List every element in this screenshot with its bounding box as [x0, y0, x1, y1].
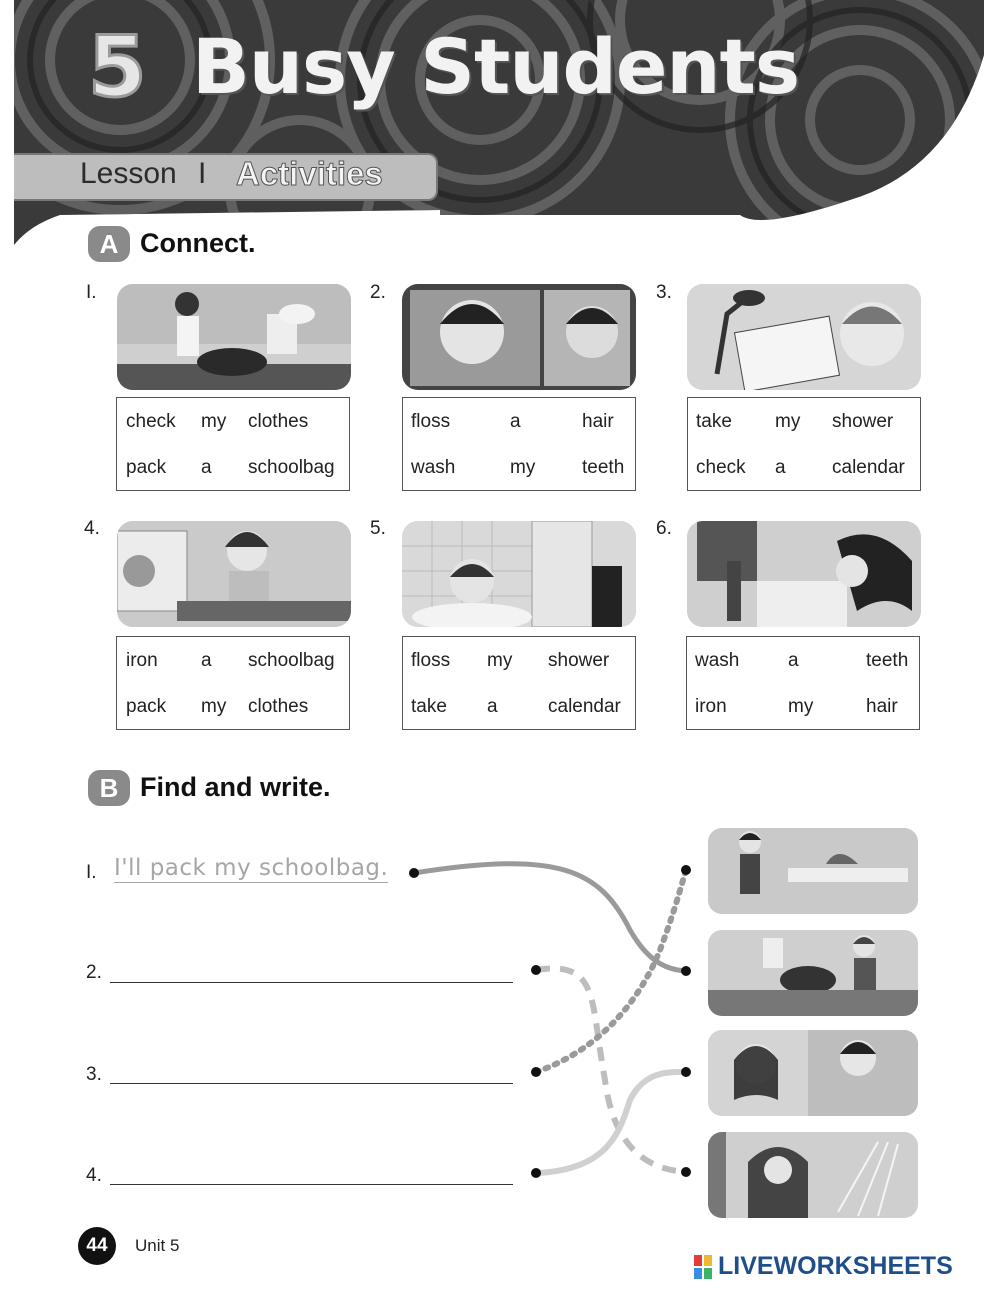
liveworksheets-logo-icon	[694, 1255, 712, 1279]
word[interactable]: a	[487, 696, 498, 717]
a-item-number: 2.	[370, 282, 386, 303]
a-item-number: I.	[86, 282, 97, 303]
unit-footer-label: Unit 5	[135, 1236, 180, 1255]
word[interactable]: clothes	[248, 411, 309, 432]
b-item-number: 3.	[86, 1064, 102, 1085]
word[interactable]: floss	[411, 411, 451, 432]
b-item-number: 4.	[86, 1165, 102, 1186]
boy-packing-bag-picture	[708, 930, 918, 1016]
answer-line	[110, 982, 513, 983]
page-number: 44	[78, 1227, 116, 1265]
word[interactable]: hair	[866, 696, 898, 717]
girls-brushing-teeth-picture	[708, 1030, 918, 1116]
word[interactable]: my	[201, 696, 227, 717]
word[interactable]: wash	[695, 650, 740, 671]
liveworksheets-brand[interactable]: LIVEWORKSHEETS	[718, 1252, 953, 1280]
section-b-badge: B	[88, 770, 130, 806]
word[interactable]: a	[775, 457, 786, 478]
word[interactable]: check	[696, 457, 746, 478]
example-sentence: I'll pack my schoolbag.	[114, 855, 389, 881]
word[interactable]: clothes	[248, 696, 309, 717]
answer-line	[110, 1083, 513, 1084]
word[interactable]: pack	[126, 696, 167, 717]
boy-ironing-picture	[708, 828, 918, 914]
answer-line	[110, 1184, 513, 1185]
a-item-number: 6.	[656, 518, 672, 539]
word[interactable]: my	[201, 411, 227, 432]
word[interactable]: check	[126, 411, 176, 432]
word[interactable]: a	[510, 411, 521, 432]
section-b-title: Find and write.	[140, 772, 331, 802]
lesson-name: Activities	[236, 155, 383, 192]
word[interactable]: my	[775, 411, 801, 432]
word[interactable]: my	[788, 696, 814, 717]
word[interactable]: a	[201, 457, 212, 478]
word[interactable]: schoolbag	[248, 457, 335, 478]
word[interactable]: take	[411, 696, 447, 717]
word[interactable]: pack	[126, 457, 167, 478]
word[interactable]: wash	[411, 457, 456, 478]
answer-field-4[interactable]	[110, 1158, 514, 1186]
lesson-label: Lesson	[80, 157, 177, 190]
word[interactable]: floss	[411, 650, 451, 671]
girl-taking-shower-picture	[708, 1132, 918, 1218]
word[interactable]: teeth	[866, 650, 909, 671]
a-item-number: 3.	[656, 282, 672, 303]
word[interactable]: hair	[582, 411, 614, 432]
section-a-title: Connect.	[140, 228, 256, 258]
word[interactable]: schoolbag	[248, 650, 335, 671]
word[interactable]: my	[510, 457, 536, 478]
lesson-number: I	[198, 157, 207, 190]
word[interactable]: calendar	[832, 457, 905, 478]
b-item-number: 2.	[86, 962, 102, 983]
word[interactable]: a	[201, 650, 212, 671]
word[interactable]: iron	[126, 650, 158, 671]
answer-field-2[interactable]	[110, 955, 514, 983]
section-a-badge: A	[88, 226, 130, 262]
word[interactable]: shower	[832, 411, 894, 432]
word[interactable]: iron	[695, 696, 727, 717]
word[interactable]: a	[788, 650, 799, 671]
unit-title: Busy Students	[192, 22, 800, 111]
word[interactable]: teeth	[582, 457, 625, 478]
answer-field-3[interactable]	[110, 1057, 514, 1085]
word[interactable]: take	[696, 411, 732, 432]
word[interactable]: shower	[548, 650, 610, 671]
word[interactable]: my	[487, 650, 513, 671]
unit-number: 5	[88, 18, 145, 116]
b-item-number: I.	[86, 862, 97, 883]
a-item-number: 4.	[84, 518, 100, 539]
word[interactable]: calendar	[548, 696, 621, 717]
a-item-number: 5.	[370, 518, 386, 539]
